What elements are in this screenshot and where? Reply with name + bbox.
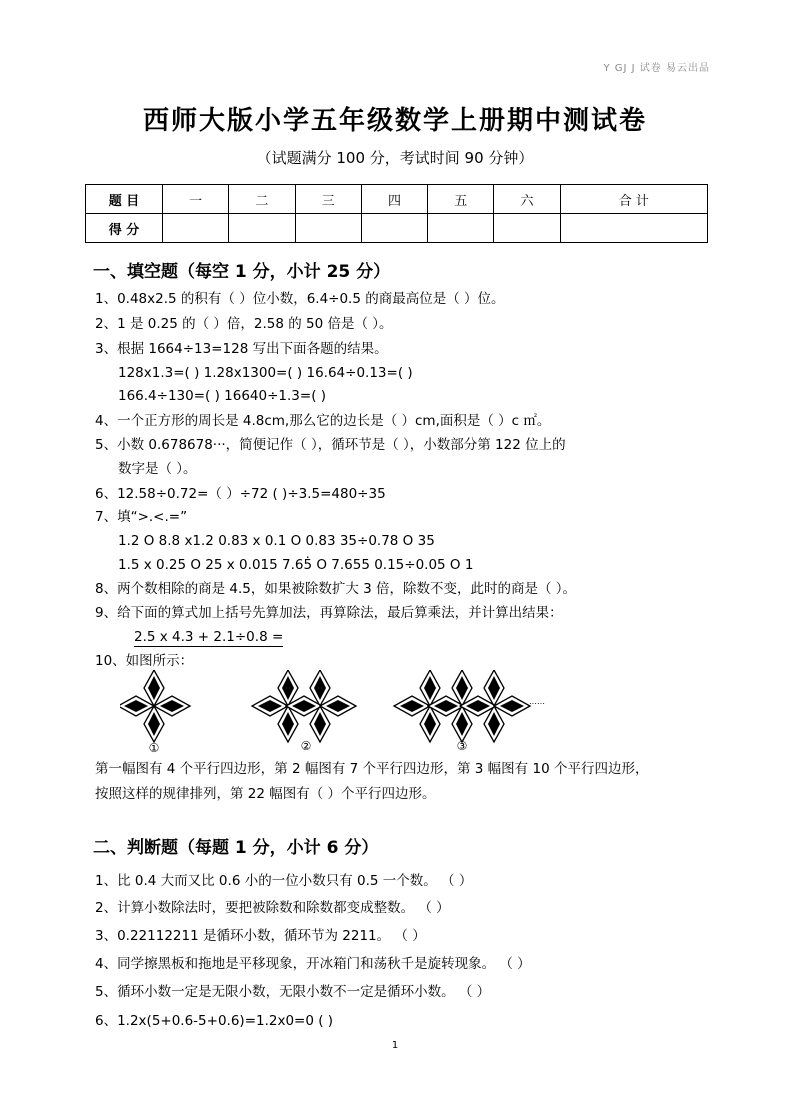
question-line: 6、12.58÷0.72=（ ）÷72 ( )÷3.5=480÷35 bbox=[95, 486, 386, 502]
question-line: 数字是（ ）。 bbox=[118, 461, 197, 477]
figure-1-icon bbox=[120, 670, 190, 742]
pattern-figures bbox=[120, 670, 550, 756]
score-table-header-row bbox=[86, 185, 708, 214]
figure-ellipsis: …… bbox=[529, 697, 545, 706]
score-cell bbox=[229, 214, 295, 243]
question-line: 2、1 是 0.25 的（ ）倍，2.58 的 50 倍是（ ）。 bbox=[95, 316, 393, 332]
score-table-score-row bbox=[86, 214, 708, 243]
score-col-1: 一 bbox=[163, 185, 229, 214]
page-title: 西师大版小学五年级数学上册期中测试卷 bbox=[142, 106, 647, 136]
page-number: 1 bbox=[391, 1040, 399, 1051]
question-line: 10、如图所示： bbox=[95, 653, 194, 669]
judgement-line: 1、比 0.4 大而又比 0.6 小的一位小数只有 0.5 一个数。 （ ） bbox=[95, 873, 473, 889]
score-col-total: 合 计 bbox=[560, 185, 707, 214]
question-line: 1.2 O 8.8 x1.2 0.83 x 0.1 O 0.83 35÷0.78 O 35 bbox=[118, 533, 435, 549]
figure-2-icon bbox=[252, 670, 356, 742]
question-line: 8、两个数相除的商是 4.5，如果被除数扩大 3 倍，除数不变，此时的商是（ ）。 bbox=[95, 581, 577, 597]
question-line: 166.4÷130=( ) 16640÷1.3=( ) bbox=[118, 388, 327, 404]
question-line: 7、填“>.<.=” bbox=[95, 509, 188, 525]
score-table bbox=[85, 184, 708, 243]
q9-expression bbox=[134, 628, 283, 646]
score-cell bbox=[428, 214, 494, 243]
judgement-line: 5、循环小数一定是无限小数，无限小数不一定是循环小数。 （ ） bbox=[95, 984, 491, 1000]
score-cell bbox=[494, 214, 560, 243]
question-line: 3、根据 1664÷13=128 写出下面各题的结果。 bbox=[95, 341, 388, 357]
score-col-2: 二 bbox=[229, 185, 295, 214]
score-col-6: 六 bbox=[494, 185, 560, 214]
score-cell bbox=[560, 214, 707, 243]
score-col-3: 三 bbox=[295, 185, 361, 214]
section2-title: 二、判断题（每题 1 分，小计 6 分） bbox=[93, 838, 379, 858]
judgement-line: 6、1.2x(5+0.6-5+0.6)=1.2x0=0 ( ) bbox=[95, 1013, 334, 1029]
judgement-line: 4、同学擦黑板和拖地是平移现象，开冰箱门和荡秋千是旋转现象。 （ ） bbox=[95, 956, 531, 972]
score-col-4: 四 bbox=[361, 185, 427, 214]
question-line: 4、一个正方形的周长是 4.8cm,那么它的边长是（ ）cm,面积是（ ）c ㎡。 bbox=[95, 413, 551, 429]
q9-expression-text: 2.5 x 4.3 + 2.1÷0.8 = bbox=[134, 629, 284, 645]
figure-2-label: ② bbox=[300, 739, 312, 753]
question-line: 按照这样的规律排列，第 22 幅图有（ ）个平行四边形。 bbox=[95, 786, 436, 802]
judgement-line: 2、计算小数除法时，要把被除数和除数都变成整数。 （ ） bbox=[95, 900, 450, 916]
question-line: 9、给下面的算式加上括号先算加法，再算除法，最后算乘法，并计算出结果： bbox=[95, 605, 563, 621]
watermark: Y GJ J 试卷 易云出品 bbox=[603, 63, 710, 74]
score-col-5: 五 bbox=[428, 185, 494, 214]
score-cell bbox=[361, 214, 427, 243]
page-subtitle: （试题满分 100 分，考试时间 90 分钟） bbox=[256, 149, 534, 167]
score-cell bbox=[163, 214, 229, 243]
score-row1-header: 题 目 bbox=[86, 185, 163, 214]
question-line: 1.5 x 0.25 O 25 x 0.015 7.65̇ O 7.655 0.15÷0.05 O 1 bbox=[118, 557, 474, 573]
judgement-line: 3、0.22112211 是循环小数，循环节为 2211。 （ ） bbox=[95, 928, 426, 944]
question-line: 5、小数 0.678678···，简便记作（ ），循环节是（ ），小数部分第 122 位上的 bbox=[95, 437, 566, 453]
score-cell bbox=[295, 214, 361, 243]
figure-3-label: ③ bbox=[456, 739, 468, 753]
figure-1-label: ① bbox=[148, 741, 160, 755]
question-line: 1、0.48x2.5 的积有（ ）位小数，6.4÷0.5 的商最高位是（ ）位。 bbox=[95, 291, 505, 307]
section1-title: 一、填空题（每空 1 分，小计 25 分） bbox=[93, 262, 391, 282]
question-line: 第一幅图有 4 个平行四边形，第 2 幅图有 7 个平行四边形，第 3 幅图有 10 个平行四边形， bbox=[95, 761, 649, 777]
question-line: 128x1.3=( ) 1.28x1300=( ) 16.64÷0.13=( ) bbox=[118, 365, 413, 381]
figure-3-icon bbox=[394, 670, 530, 742]
score-row2-header: 得 分 bbox=[86, 214, 163, 243]
